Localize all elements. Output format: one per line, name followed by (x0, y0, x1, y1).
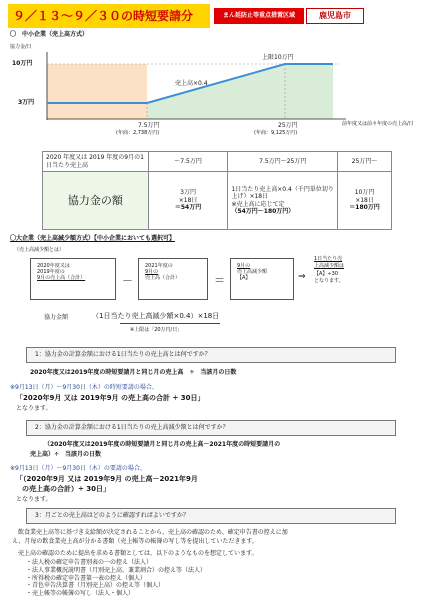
box-line: 9月の (237, 263, 251, 269)
table-header-cell: ～7.5万円 (148, 152, 228, 172)
table-cell (338, 172, 392, 230)
q2-body1: （2020年度又は2019年度の時短要請月と同じ月の売上高－2021年度の時短要請月の (44, 441, 281, 448)
q1-note: ※9月13日（月）～9月30日（木）の時短要請の場合、 (10, 384, 158, 391)
result-line: 1日当たり売 (314, 256, 343, 262)
formula-underline (120, 323, 220, 324)
cell-line: ＝180万円 (349, 204, 380, 212)
list-item: ・売上帳等の帳簿の写し（法人・個人） (26, 590, 135, 598)
chart-ytick-10: 10万円 (12, 60, 33, 67)
faq-q3: 3：月ごとの売上高はどのように確認すればよいですか？ (26, 508, 396, 524)
list-item: ・所得税の確定申告書第一表の控え（個人） (26, 574, 147, 582)
list-item: ・法人事業概況説明書（月別売上高、兼業割合）の控え等（法人） (26, 566, 207, 574)
list-item: ・青色申告決算書（月別売上高）の控え等（個人） (26, 582, 165, 590)
q1-formula: 「2020年9月 又は 2019年9月 の売上高の合計 ÷ 30日」 (16, 394, 205, 402)
box-line: 2020年度又は (37, 263, 70, 269)
box-line: 売上高減少額 (237, 269, 268, 275)
q1-end: となります。 (16, 405, 52, 412)
cell-line: ※売上高に応じて定 (231, 200, 285, 208)
box-line: 売上高（合計） (145, 275, 181, 281)
cell-line: ×18日 (355, 196, 374, 204)
chart (0, 0, 428, 150)
page-title: ９／１３～９／３０の時短要請分 (8, 4, 210, 28)
formula-box-current (138, 258, 208, 300)
cell-line: 10万円 (354, 189, 375, 197)
formula-box-decrease (230, 258, 294, 300)
coop-formula: （1日当たり売上高減少額×0.4）×18日 (92, 312, 220, 320)
section1-heading: 〇 中小企業（売上高方式） (10, 31, 89, 38)
cell-line: （54万円～180万円） (231, 208, 295, 215)
result-line: となります。 (314, 277, 344, 284)
q2-formula1: 「（2020年9月 又は 2019年9月 の売上高－2021年9月 (16, 475, 198, 483)
q2-end: となります。 (16, 496, 52, 503)
q3-list (26, 559, 206, 598)
arrow-icon: ⇒ (298, 272, 306, 282)
cell-line: 3万円 (180, 189, 196, 197)
chart-area-high (285, 64, 333, 119)
chart-ytick-3: 3万円 (18, 99, 35, 106)
faq-q2: 2：協力金の計算金額における1日当たりの売上高減少額とは何ですか？ (26, 420, 396, 436)
table-header-cell: 25万円～ (338, 152, 392, 172)
q1-body: 2020年度又は2019年度の時短要請月と同じ月の売上高 ÷ 当該月の日数 (30, 369, 237, 376)
q3-p3: 売上高の確認のために提出を求める書類としては、以下のようなものを想定しています。 (18, 550, 258, 557)
box-line: 2019年度の (37, 269, 65, 275)
chart-area-mid (147, 64, 285, 119)
section2-heading: 〇大企業（売上高減少額方式）【中小企業においても選択可】 (10, 235, 176, 242)
op-minus: － (122, 274, 133, 287)
chart-annotation-cap: 上限10万円 (262, 54, 294, 61)
formula-result (314, 256, 344, 285)
q2-body2: 売上高）÷ 当該月の日数 (30, 451, 102, 458)
formula-label: （売上高減少額とは） (14, 247, 65, 253)
box-line: 2021年度の (145, 263, 173, 269)
cell-line: ＝54万円 (174, 204, 202, 212)
box-line: 9月の (145, 269, 159, 275)
chart-annotation-slope: 売上高×0.4 (175, 80, 208, 87)
q3-p2: え、月毎の飲食業売上高が分かる書類（売上帳等の帳簿の写し等を提出していただきます。 (12, 538, 258, 545)
table-cell (148, 172, 228, 230)
list-item: ・法人税の確定申告書別表の一の控え（法人） (26, 559, 153, 566)
result-line: 【A】÷30 (314, 270, 338, 277)
city-label: 鹿児島市 (306, 8, 364, 24)
box-line: 【A】 (237, 275, 251, 281)
chart-xsub-75: (年商：2,738万円) (116, 130, 160, 136)
chart-xtick-25: 25万円 (278, 122, 298, 129)
subsidy-table (42, 151, 392, 230)
q3-p1: 飲食業売上高等に基づき支給額が決定されることから、売上高の確認のため、確定申告書の控えに加 (18, 529, 288, 536)
table-cell (228, 172, 338, 230)
chart-ylabel: 協力金/日 (10, 44, 32, 50)
op-equals: ＝ (214, 274, 225, 287)
chart-area-low (47, 64, 147, 119)
formula-box-prior (30, 258, 116, 300)
table-header-cell: 7.5万円～25万円 (228, 152, 338, 172)
table-row-label: 協力金の額 (43, 172, 149, 230)
table-header-cell: 2020 年度又は 2019 年度の9月の1日当たり売上高 (43, 152, 149, 172)
chart-xlabel: 前年度又は前々年度の売上高/日 (342, 121, 414, 127)
cell-line: ×18日 (178, 196, 198, 204)
q2-note: ※9月13日（月）～9月30日（木）の要請の場合、 (10, 465, 146, 472)
coop-label: 協力金額 (44, 314, 69, 321)
faq-q1: 1：協力金の計算金額における1日当たりの売上高とは何ですか？ (26, 347, 396, 363)
q2-formula2: の売上高の合計）÷ 30日」 (22, 485, 111, 493)
coop-note: ※上限は「20万円/日」 (130, 327, 183, 333)
chart-xtick-75: 7.5万円 (138, 122, 160, 129)
box-line: 9月の売上高（合計） (37, 275, 86, 281)
status-badge: まん延防止等重点措置区域 (214, 8, 304, 24)
chart-xsub-25: (年商：9,125万円) (254, 130, 298, 136)
cell-line: 1日当たり売上高×0.4（千円単位切り上げ）×18日 (231, 185, 334, 200)
result-line: 上高減少額は (314, 263, 345, 270)
